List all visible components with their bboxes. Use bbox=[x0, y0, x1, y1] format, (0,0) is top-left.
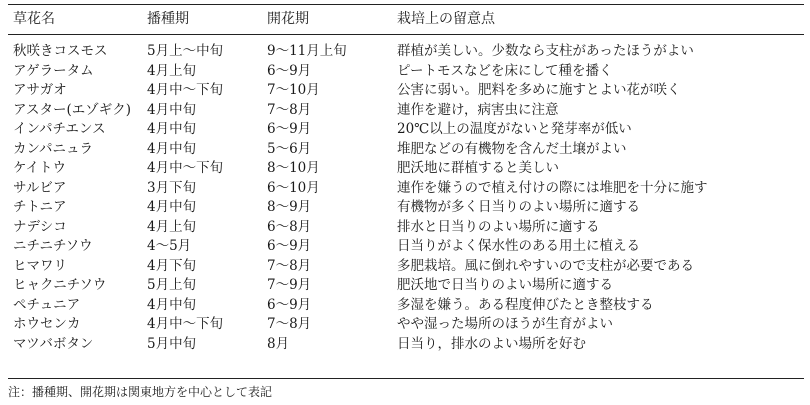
cell-flower-name: ヒマワリ bbox=[13, 257, 67, 274]
cell-cultivation-notes: 公害に弱い。肥料を多めに施すとよい花が咲く bbox=[397, 82, 681, 98]
header-sowing-period: 播種期 bbox=[147, 11, 189, 27]
cell-flowering-period: 6～9月 bbox=[267, 238, 312, 254]
cell-flower-name: カンパニュラ bbox=[13, 140, 94, 157]
table-bottom-rule bbox=[8, 378, 804, 379]
cell-flowering-period: 6～9月 bbox=[267, 62, 312, 79]
cell-sowing-period: 4月上旬 bbox=[147, 62, 197, 79]
cell-flower-name: ナデシコ bbox=[13, 218, 67, 235]
cell-flowering-period: 7～9月 bbox=[267, 277, 312, 293]
cell-flowering-period: 6～9月 bbox=[267, 121, 312, 137]
table-row bbox=[0, 315, 810, 335]
table-row bbox=[0, 120, 810, 140]
table-row bbox=[0, 81, 810, 101]
cell-flowering-period: 8月 bbox=[267, 335, 290, 352]
cell-flowering-period: 6～9月 bbox=[267, 296, 312, 313]
footnote: 注：播種期、開花期は関東地方を中心として表記 bbox=[8, 385, 273, 399]
cell-sowing-period: 4月中旬 bbox=[147, 121, 197, 137]
table-top-rule bbox=[8, 4, 804, 5]
cell-flowering-period: 6～8月 bbox=[267, 218, 312, 235]
cell-flowering-period: 7～8月 bbox=[267, 316, 312, 332]
table-row bbox=[0, 42, 810, 62]
cell-sowing-period: 4月中～下旬 bbox=[147, 160, 224, 176]
table-row bbox=[0, 276, 810, 296]
cell-flowering-period: 7～8月 bbox=[267, 101, 312, 118]
cell-sowing-period: 4月中～下旬 bbox=[147, 316, 224, 332]
table-row bbox=[0, 62, 810, 82]
cell-flowering-period: 8～9月 bbox=[267, 199, 312, 215]
cell-flower-name: チトニア bbox=[13, 199, 67, 215]
cell-flowering-period: 8～10月 bbox=[267, 160, 320, 176]
cell-flower-name: アサガオ bbox=[13, 82, 67, 98]
cell-cultivation-notes: ピートモスなどを床にして種を播く bbox=[397, 62, 613, 79]
header-rule bbox=[8, 34, 804, 35]
cell-cultivation-notes: 肥沃地で日当りのよい場所に適する bbox=[397, 277, 613, 293]
table-row bbox=[0, 140, 810, 160]
cell-flower-name: 秋咲きコスモス bbox=[13, 43, 108, 59]
cell-flowering-period: 5～6月 bbox=[267, 140, 312, 157]
cell-sowing-period: 4月中～下旬 bbox=[147, 82, 224, 98]
cell-cultivation-notes: 有機物が多く日当りのよい場所に適する bbox=[397, 199, 640, 215]
cell-flowering-period: 6～10月 bbox=[267, 179, 320, 196]
cell-flower-name: マツバボタン bbox=[13, 335, 94, 352]
cell-sowing-period: 4月中旬 bbox=[147, 140, 197, 157]
cell-flower-name: アスター(エゾギク) bbox=[13, 101, 131, 118]
cell-flower-name: ヒャクニチソウ bbox=[13, 277, 107, 293]
cell-sowing-period: 4月中旬 bbox=[147, 296, 197, 313]
cell-cultivation-notes: 連作を嫌うので植え付けの際には堆肥を十分に施す bbox=[397, 179, 708, 196]
cell-flowering-period: 7～8月 bbox=[267, 257, 312, 274]
cell-cultivation-notes: 20℃以上の温度がないと発芽率が低い bbox=[397, 121, 632, 137]
table-row bbox=[0, 296, 810, 316]
cell-sowing-period: 4月中旬 bbox=[147, 199, 197, 215]
cell-cultivation-notes: 多湿を嫌う。ある程度伸びたとき整枝する bbox=[397, 296, 654, 313]
cell-sowing-period: 5月上旬 bbox=[147, 277, 197, 293]
header-flower-name: 草花名 bbox=[13, 11, 55, 27]
cell-flower-name: ニチニチソウ bbox=[13, 238, 93, 254]
cell-cultivation-notes: 堆肥などの有機物を含んだ土壌がよい bbox=[397, 140, 627, 157]
cell-cultivation-notes: 多肥栽培。風に倒れやすいので支柱が必要である bbox=[397, 257, 694, 274]
table-row bbox=[0, 257, 810, 277]
header-flowering-period: 開花期 bbox=[267, 11, 309, 27]
table-row bbox=[0, 101, 810, 121]
cell-sowing-period: 4月下旬 bbox=[147, 257, 197, 274]
header-cultivation-notes: 栽培上の留意点 bbox=[397, 11, 495, 27]
cell-sowing-period: 3月下旬 bbox=[147, 179, 197, 196]
cell-cultivation-notes: 肥沃地に群植すると美しい bbox=[397, 160, 559, 176]
cell-cultivation-notes: 排水と日当りのよい場所に適する bbox=[397, 218, 600, 235]
cell-sowing-period: 5月上～中旬 bbox=[147, 43, 224, 59]
cell-flowering-period: 9～11月上旬 bbox=[267, 43, 347, 59]
cell-flower-name: サルビア bbox=[13, 179, 67, 196]
cell-sowing-period: 4～5月 bbox=[147, 238, 192, 254]
cell-flower-name: ペチュニア bbox=[13, 296, 81, 313]
cell-flower-name: インパチエンス bbox=[13, 121, 106, 137]
cell-sowing-period: 4月中旬 bbox=[147, 101, 197, 118]
table-row bbox=[0, 335, 810, 355]
cell-cultivation-notes: やや湿った場所のほうが生育がよい bbox=[397, 316, 613, 332]
cell-sowing-period: 5月中旬 bbox=[147, 335, 197, 352]
table-row bbox=[0, 237, 810, 257]
cell-cultivation-notes: 日当りがよく保水性のある用土に植える bbox=[397, 238, 640, 254]
cell-cultivation-notes: 連作を避け，病害虫に注意 bbox=[397, 101, 559, 118]
table-row bbox=[0, 179, 810, 199]
table-row bbox=[0, 218, 810, 238]
table-body bbox=[0, 42, 810, 354]
table-row bbox=[0, 198, 810, 218]
cell-flower-name: ケイトウ bbox=[13, 160, 67, 176]
cell-cultivation-notes: 日当り，排水のよい場所を好む bbox=[397, 335, 586, 352]
table-row bbox=[0, 159, 810, 179]
cell-flower-name: アゲラータム bbox=[13, 62, 94, 79]
cell-sowing-period: 4月上旬 bbox=[147, 218, 197, 235]
cell-cultivation-notes: 群植が美しい。少数なら支柱があったほうがよい bbox=[397, 43, 694, 59]
cell-flower-name: ホウセンカ bbox=[13, 316, 81, 332]
cell-flowering-period: 7～10月 bbox=[267, 82, 320, 98]
